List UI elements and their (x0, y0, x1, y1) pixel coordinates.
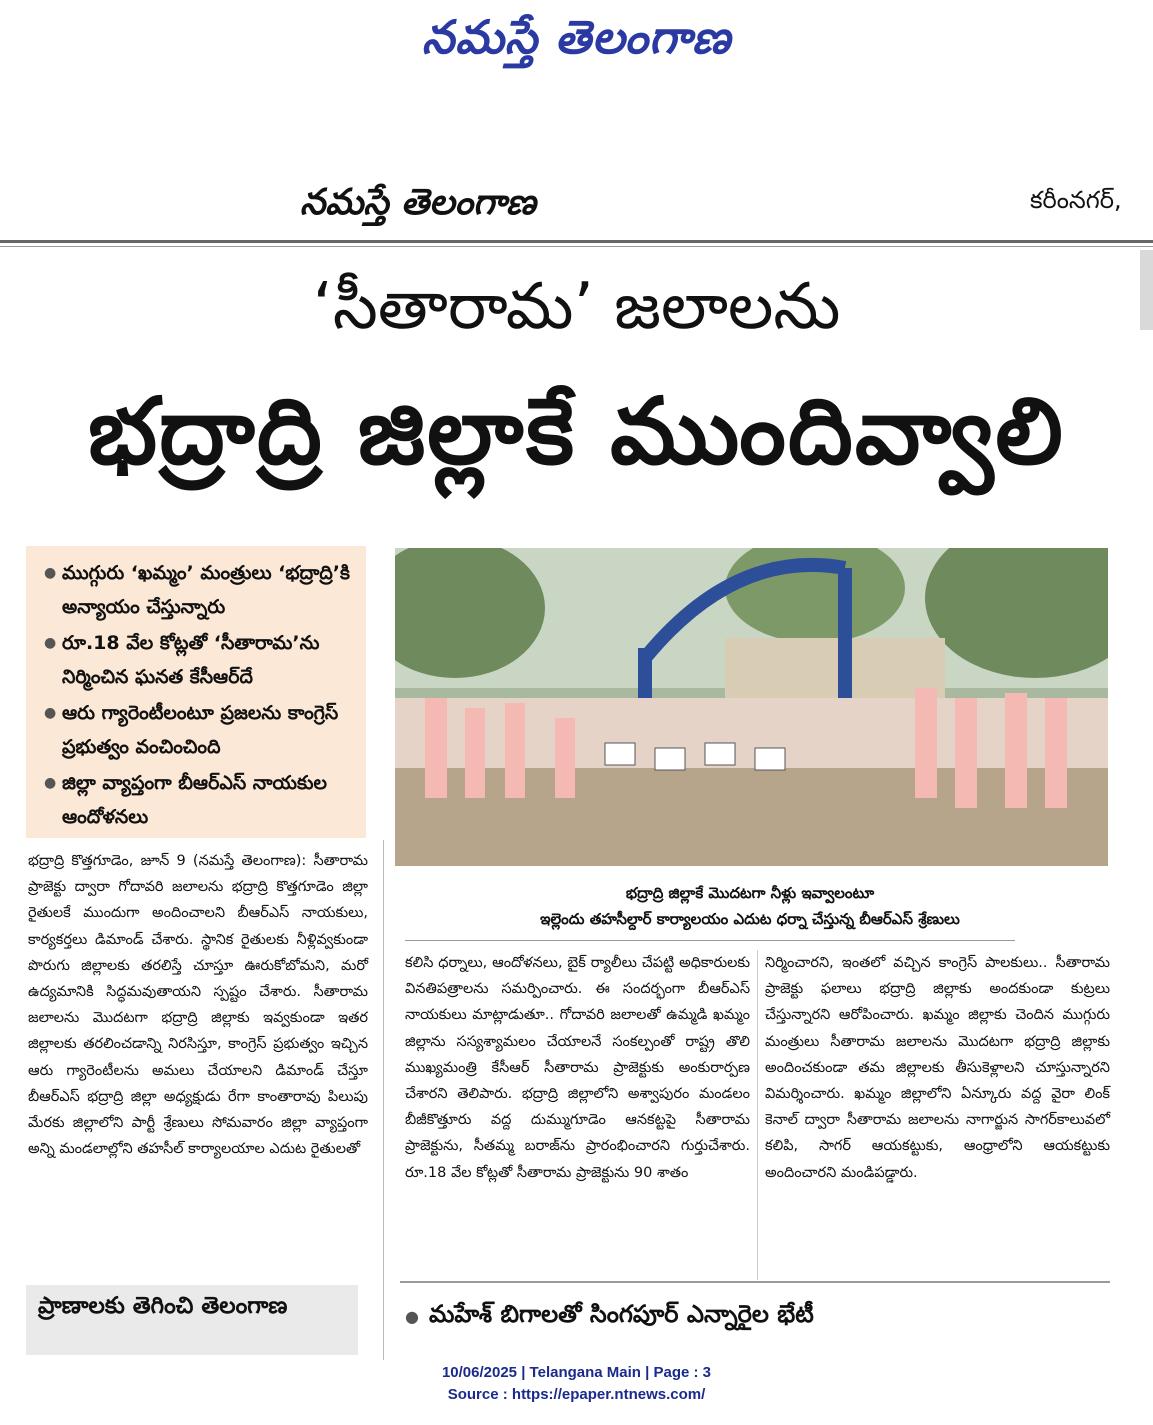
brand-line: నమస్తే తెలంగాణ (300, 182, 536, 223)
bullet-icon: ● (405, 1307, 419, 1326)
page-footer (0, 1362, 1153, 1406)
highlight-item: ● ముగ్గురు ‘ఖమ్మం’ మంత్రులు ‘భద్రాద్రి’కి అన్యాయం చేస్తున్నారు (44, 556, 356, 624)
header-rule (0, 240, 1153, 243)
bullet-icon: ● (44, 565, 57, 581)
subhead-rule (400, 1281, 1110, 1283)
column-divider (383, 840, 384, 1360)
caption-line2: ఇల్లెందు తహసీల్దార్ కార్యాలయం ఎదుట ధర్నా చేస్తున్న బీఆర్‌ఎస్ శ్రేణులు (540, 910, 960, 928)
masthead-logo: నమస్తే తెలంగాణ (421, 10, 732, 64)
headline-line2: భద్రాద్రి జిల్లాకే ముందివ్వాలి (88, 378, 1065, 485)
footer-date-page: 10/06/2025 | Telangana Main | Page : 3 (441, 1364, 712, 1381)
photo-caption (420, 880, 1080, 932)
article-column-2: కలిసి ధర్నాలు, ఆందోళనలు, బైక్ ర్యాలీలు చేపట్టి అధికారులకు వినతిపత్రాలను సమర్పించారు. ఈ సందర్భంగా బీఆర్‌ఎస్ నాయకులు మాట్లాడుతూ.. గోదావరి జలాలతో ఉమ్మడి ఖమ్మం జిల్లాను సస్యశ్యామలం చేయాలనే సంకల్పంతో రాష్ట్ర తొలి ముఖ్యమంత్రి కేసీఆర్ సీతారామ ప్రాజెక్టుకు అంకురార్పణ చేశారని తెలిపారు. భద్రాద్రి జిల్లాలోని అశ్వాపురం మండలం బీజీకొత్తూరు వద్ద దుమ్ముగూడెం ఆనకట్టపై సీతారామ ప్రాజెక్టును, సీతమ్మ బరాజ్‌ను ప్రారంభించారని గుర్తుచేశారు. రూ.18 వేల కోట్లతో సీతారామ ప్రాజెక్టును 90 శాతం (405, 955, 750, 1181)
footer-source: Source : https://epaper.ntnews.com/ (447, 1386, 706, 1403)
article-column-1: భద్రాద్రి కొత్తగూడెం, జూన్ 9 (నమస్తే తెలంగాణ): సీతారామ ప్రాజెక్టు ద్వారా గోదావరి జలాలను భద్రాద్రి కొత్తగూడెం జిల్లా రైతులకే ముందుగా అందించాలని బీఆర్‌ఎస్ నాయకులు, కార్యకర్తలు డిమాండ్ చేశారు. స్థానిక రైతులకు నీళ్లివ్వకుండా పొరుగు జిల్లాలకు తరలిస్తే చూస్తూ ఊరుకోబోమని, మరో ఉద్యమానికి సిద్ధమవుతాయని స్పష్టం చేశారు. సీతారామ జలాలను మొదటగా భద్రాద్రి జిల్లాకు ఇవ్వకుండా ఇతర జిల్లాలకు తరలించడాన్ని నిరసిస్తూ, కాంగ్రెస్ ప్రభుత్వం ఇచ్చిన ఆరు గ్యారెంటీలను అమలు చేయాలని డిమాండ్ చేస్తూ బీఆర్‌ఎస్ భద్రాద్రి జిల్లా అధ్యక్షుడు రేగా కాంతారావు పిలుపు మేరకు జిల్లాలోని పార్టీ శ్రేణులు సోమవారం జిల్లా వ్యాప్తంగా అన్ని మండలాల్లోని తహసీల్ కార్యాలయాల ఎదుట రైతులతో (28, 853, 368, 1158)
highlight-item: ● ఆరు గ్యారెంటీలంటూ ప్రజలను కాంగ్రెస్ ప్రభుత్వం వంచించింది (44, 696, 356, 764)
secondary-headline: ● మహేశ్ బిగాలతో సింగపూర్ ఎన్నారైల భేటీ (405, 1300, 814, 1328)
headline-line1: ‘సీతారామ’ జలాలను (312, 270, 841, 344)
article-column-3: నిర్మించారని, ఇంతలో వచ్చిన కాంగ్రెస్ పాలకులు.. సీతారామ ప్రాజెక్టు ఫలాలు భద్రాద్రి జిల్లాకు అందకుండా కుట్రలు చేస్తున్నారని ఆరోపించారు. ఖమ్మం జిల్లాకు చెందిన ముగ్గురు మంత్రులు సీతారామ జలాలను మొదటగా భద్రాద్రి జిల్లాకు అందించకుండా తమ జిల్లాలకు తీసుకెళ్లాలని చూస్తున్నారని విమర్శించారు. ఖమ్మం జిల్లాలోని ఏన్కూరు వద్ద వైరా లింక్ కెనాల్ ద్వారా సీతారామ జలాలను నాగార్జున సాగర్‌కాలువలో కలిపి, సాగర్ ఆయకట్టుకు, ఆంధ్రాలోని ఆయకట్టుకు అందించారని మండిపడ్డారు. (765, 955, 1110, 1181)
highlights-box (26, 546, 366, 838)
bullet-icon: ● (44, 775, 57, 791)
side-story-box: ప్రాణాలకు తెగించి తెలంగాణ (26, 1285, 358, 1355)
protest-photo-illustration (395, 548, 1108, 866)
column-divider (757, 950, 758, 1280)
city-label: కరీంనగర్, (1030, 186, 1122, 214)
bullet-icon: ● (44, 705, 57, 721)
header-rule-thin (0, 246, 1153, 247)
highlight-item: ● జిల్లా వ్యాప్తంగా బీఆర్‌ఎస్ నాయకుల ఆందోళనలు (44, 766, 356, 834)
highlight-item: ● రూ.18 వేల కోట్లతో ‘సీతారామ’ను నిర్మించిన ఘనత కేసీఆర్‌దే (44, 626, 356, 694)
bullet-icon: ● (44, 635, 57, 651)
caption-rule (405, 940, 1015, 941)
caption-line1: భద్రాద్రి జిల్లాకే మొదటగా నీళ్లు ఇవ్వాలంటూ (625, 884, 875, 902)
news-photo (395, 548, 1108, 866)
